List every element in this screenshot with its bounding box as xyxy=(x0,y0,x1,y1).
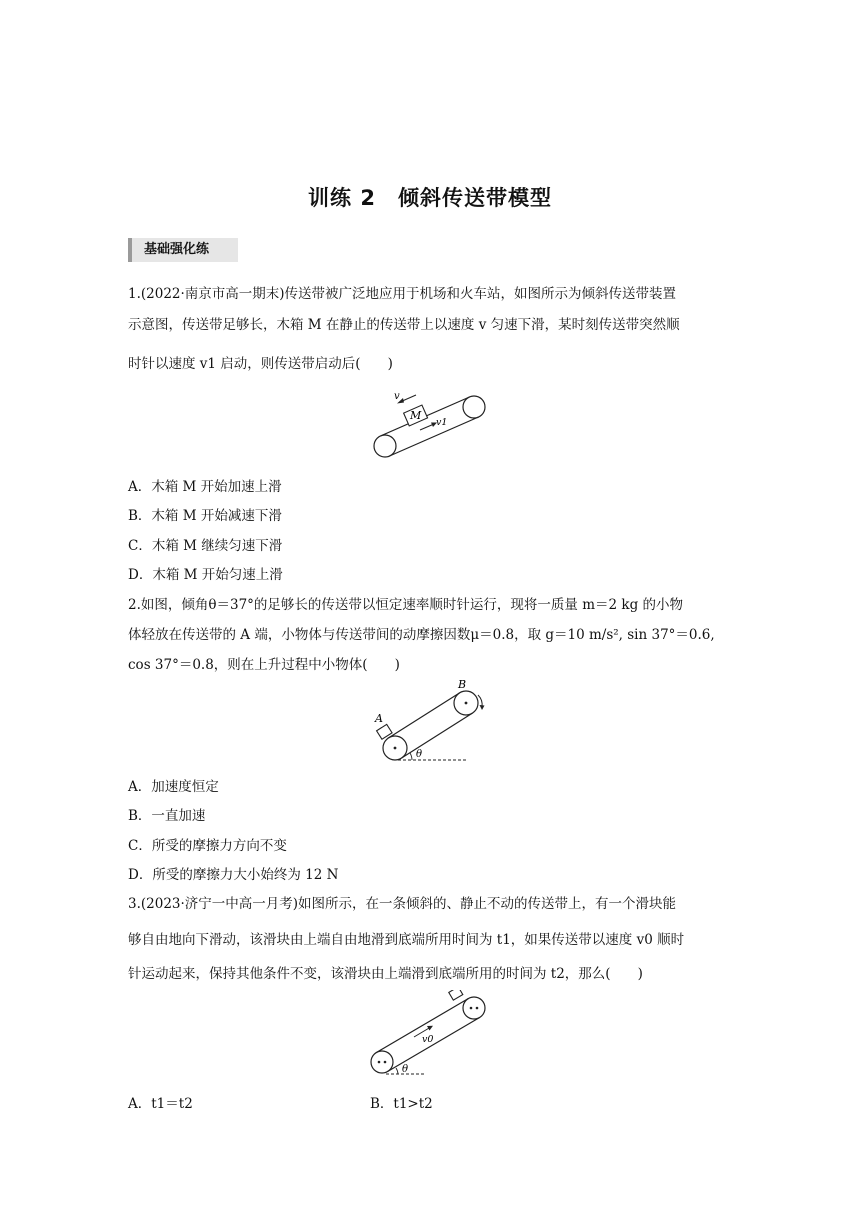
q1-label-M: M xyxy=(410,409,422,422)
q1-figure xyxy=(370,388,495,463)
q3-option-a[interactable]: A．t1＝t2 xyxy=(128,1096,193,1112)
q1-option-b[interactable]: B．木箱 M 开始减速下滑 xyxy=(128,508,282,524)
q1-option-c[interactable]: C．木箱 M 继续匀速下滑 xyxy=(128,538,283,554)
section-header xyxy=(128,238,238,262)
q2-option-c[interactable]: C．所受的摩擦力方向不变 xyxy=(128,838,287,854)
q1-stem-line-2: 示意图，传送带足够长，木箱 M 在静止的传送带上以速度 v 匀速下滑，某时刻传送带突然顺 xyxy=(128,317,680,333)
page-title: 训练 2 倾斜传送带模型 xyxy=(308,186,552,210)
q2-option-b[interactable]: B．一直加速 xyxy=(128,808,206,824)
q2-label-B: B xyxy=(458,678,467,691)
q3-stem-line-3: 针运动起来，保持其他条件不变，该滑块由上端滑到底端所用的时间为 t2，那么( ) xyxy=(128,966,643,982)
q3-option-b[interactable]: B．t1>t2 xyxy=(370,1096,433,1112)
q2-option-d[interactable]: D．所受的摩擦力大小始终为 12 N xyxy=(128,867,339,883)
q2-figure xyxy=(370,676,490,766)
q3-label-v0: v0 xyxy=(422,1034,434,1045)
q2-stem-line-1: 2.如图，倾角θ＝37°的足够长的传送带以恒定速率顺时针运行，现将一质量 m＝2 kg 的小物 xyxy=(128,597,684,613)
q2-stem-line-3: cos 37°＝0.8，则在上升过程中小物体( ) xyxy=(128,657,400,673)
q3-figure xyxy=(364,990,494,1080)
q2-label-theta: θ xyxy=(416,749,423,760)
q1-stem-line-3: 时针以速度 v1 启动，则传送带启动后( ) xyxy=(128,356,393,372)
q1-option-a[interactable]: A．木箱 M 开始加速上滑 xyxy=(128,479,282,495)
q2-option-a[interactable]: A．加速度恒定 xyxy=(128,779,219,795)
q2-label-A: A xyxy=(375,712,383,725)
q3-label-theta: θ xyxy=(402,1064,409,1075)
q2-stem-line-2: 体轻放在传送带的 A 端，小物体与传送带间的动摩擦因数μ＝0.8，取 g＝10 m/s², sin 37°＝0.6, xyxy=(128,627,715,643)
q1-label-v: v xyxy=(394,391,400,402)
section-header-label: 基础强化练 xyxy=(144,242,210,257)
q3-stem-line-2: 够自由地向下滑动，该滑块由上端自由地滑到底端所用时间为 t1，如果传送带以速度 v0 顺时 xyxy=(128,932,685,948)
q1-label-v1: v1 xyxy=(436,417,448,428)
q1-stem-line-1: 1.(2022·南京市高一期末)传送带被广泛地应用于机场和火车站，如图所示为倾斜传送带装置 xyxy=(128,286,677,302)
q3-stem-line-1: 3.(2023·济宁一中高一月考)如图所示，在一条倾斜的、静止不动的传送带上，有一个滑块能 xyxy=(128,896,677,912)
q1-option-d[interactable]: D．木箱 M 开始匀速上滑 xyxy=(128,567,283,583)
